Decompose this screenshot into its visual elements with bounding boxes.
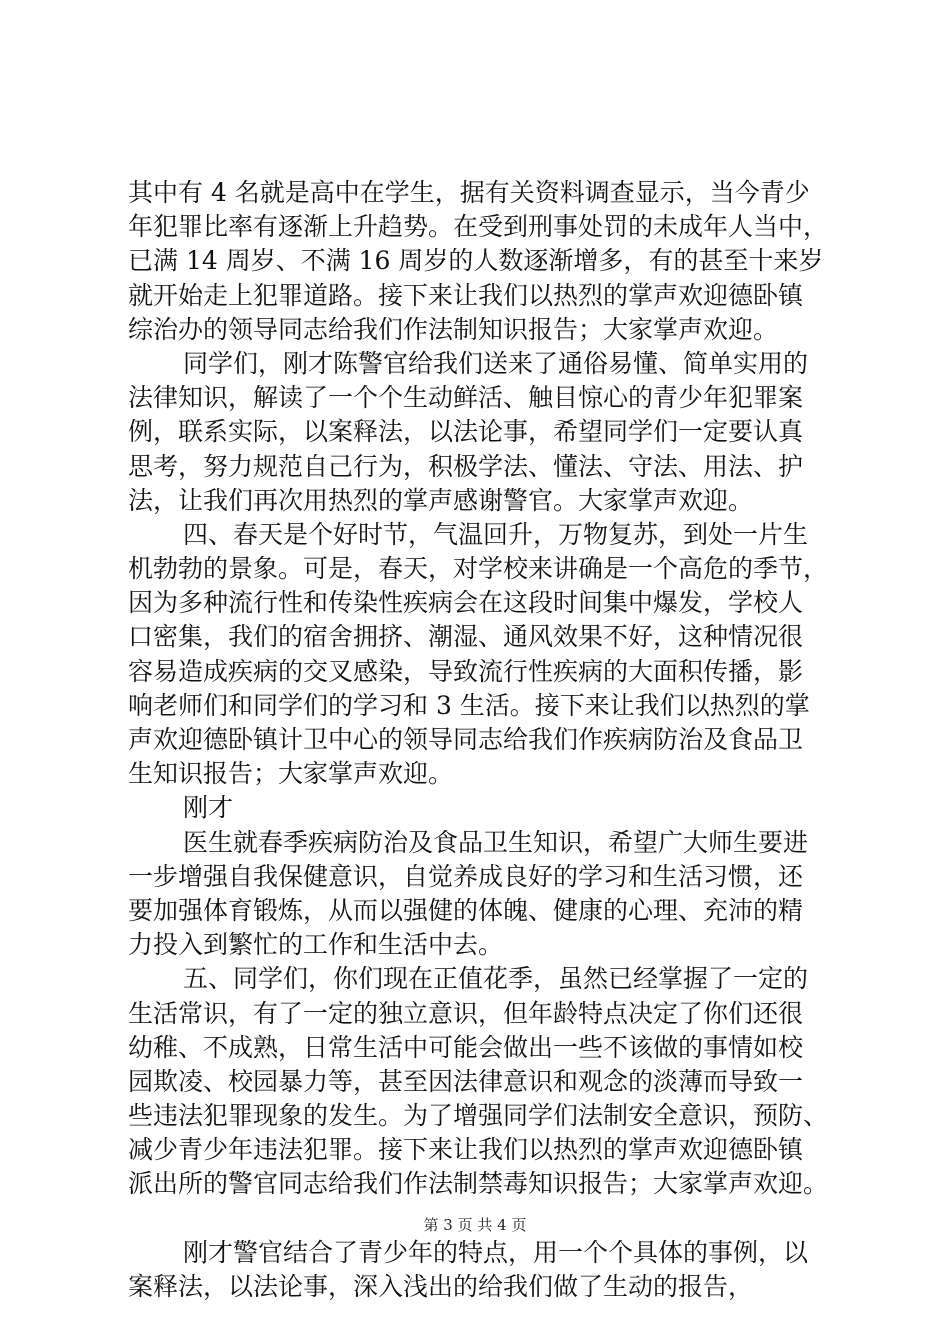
text-line: 生知识报告；大家掌声欢迎。 [128,759,454,789]
paragraph-start-line: 同学们，刚才陈警官给我们送来了通俗易懂、简单实用的 [183,348,809,378]
text-line: 法，让我们再次用热烈的掌声感谢警官。大家掌声欢迎。 [128,485,754,515]
text-line: 园欺凌、校园暴力等，甚至因法律意识和观念的淡薄而导致一 [128,1066,804,1096]
text-line: 已满 14 周岁、不满 16 周岁的人数逐渐增多，有的甚至十来岁 [128,246,824,276]
document-body [128,176,833,1304]
text-line: 法律知识，解读了一个个生动鲜活、触目惊心的青少年犯罪案 [128,383,804,413]
page-footer: 第 3 页 共 4 页 [423,1216,527,1234]
text-line: 容易造成疾病的交叉感染，导致流行性疾病的大面积传播，影 [128,656,804,686]
text-line: 派出所的警官同志给我们作法制禁毒知识报告；大家掌声欢迎。 [128,1169,829,1199]
text-line: 因为多种流行性和传染性疾病会在这段时间集中爆发，学校人 [128,588,804,618]
paragraph-start-line: 刚才警官结合了青少年的特点，用一个个具体的事例，以 [183,1237,809,1267]
paragraph-start-line: 四、春天是个好时节，气温回升，万物复苏，到处一片生 [183,519,809,549]
text-line: 幼稚、不成熟，日常生活中可能会做出一些不该做的事情如校 [128,1032,804,1062]
text-line: 力投入到繁忙的工作和生活中去。 [128,930,504,960]
text-line: 一步增强自我保健意识，自觉养成良好的学习和生活习惯，还 [128,861,804,891]
text-line: 生活常识，有了一定的独立意识，但年龄特点决定了你们还很 [128,998,804,1028]
text-line: 口密集，我们的宿舍拥挤、潮湿、通风效果不好，这种情况很 [128,622,804,652]
paragraph-start-line: 刚才 [183,793,234,823]
paragraph-start-line: 五、同学们，你们现在正值花季，虽然已经掌握了一定的 [183,964,809,994]
text-line: 综治办的领导同志给我们作法制知识报告；大家掌声欢迎。 [128,314,779,344]
text-line: 其中有 4 名就是高中在学生，据有关资料调查显示，当今青少 [128,178,810,207]
text-line: 声欢迎德卧镇计卫中心的领导同志给我们作疾病防治及食品卫 [128,725,804,754]
text-line: 案释法，以法论事，深入浅出的给我们做了生动的报告， [128,1271,754,1301]
text-line: 减少青少年违法犯罪。接下来让我们以热烈的掌声欢迎德卧镇 [128,1135,804,1165]
paragraph-start-line: 医生就春季疾病防治及食品卫生知识，希望广大师生要进 [183,827,809,857]
text-line: 例，联系实际，以案释法，以法论事，希望同学们一定要认真 [128,417,804,447]
text-line: 机勃勃的景象。可是，春天，对学校来讲确是一个高危的季节， [128,554,829,584]
text-line: 要加强体育锻炼，从而以强健的体魄、健康的心理、充沛的精 [128,895,804,925]
text-line: 些违法犯罪现象的发生。为了增强同学们法制安全意识，预防、 [128,1101,829,1131]
text-line: 年犯罪比率有逐渐上升趋势。在受到刑事处罚的未成年人当中， [128,212,829,242]
text-line: 思考，努力规范自己行为，积极学法、懂法、守法、用法、护 [128,451,804,481]
text-line: 就开始走上犯罪道路。接下来让我们以热烈的掌声欢迎德卧镇 [128,280,804,310]
text-line: 响老师们和同学们的学习和 3 生活。接下来让我们以热烈的掌 [128,690,810,720]
